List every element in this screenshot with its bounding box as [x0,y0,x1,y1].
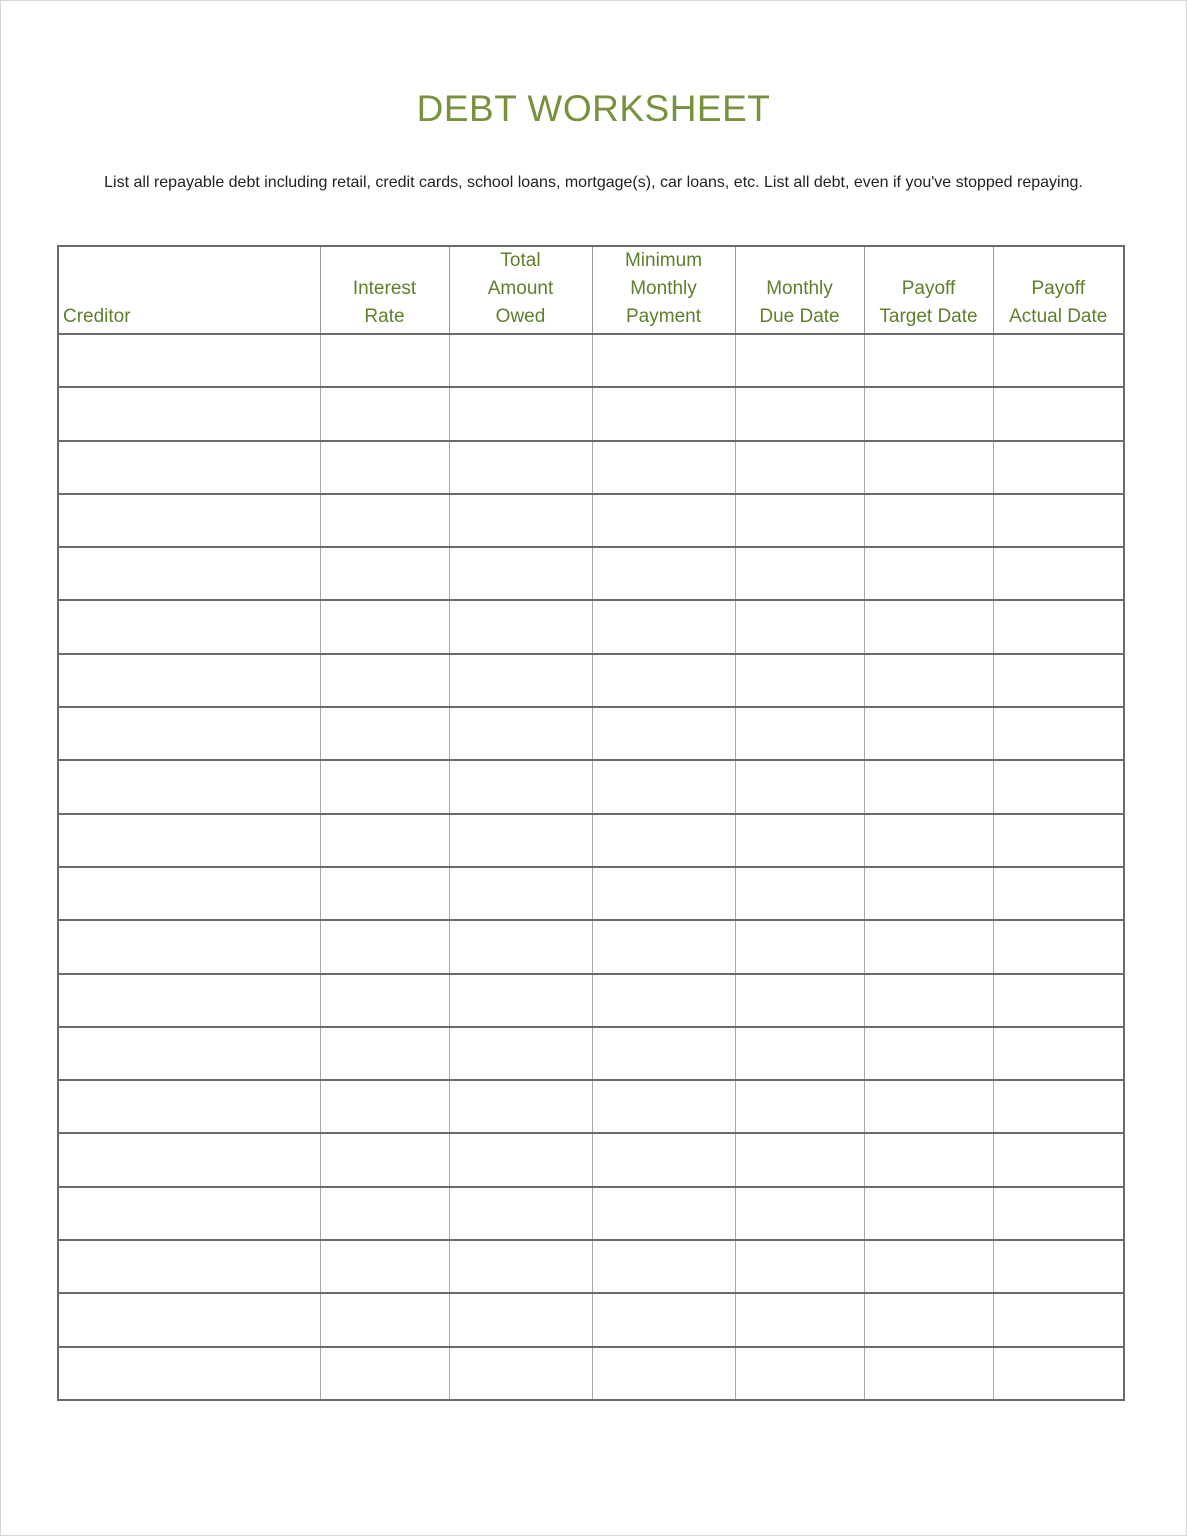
cell-total-amount-owed[interactable] [449,920,592,973]
column-header-interest-rate: Interest Rate [320,246,449,334]
cell-payoff-target-date[interactable] [864,1347,993,1400]
cell-total-amount-owed[interactable] [449,1080,592,1133]
cell-minimum-monthly-payment[interactable] [592,1240,735,1293]
cell-minimum-monthly-payment[interactable] [592,1293,735,1346]
cell-payoff-actual-date[interactable] [993,707,1124,760]
cell-creditor[interactable] [58,920,320,973]
cell-monthly-due-date[interactable] [735,654,864,707]
column-header-payoff-actual-date: Payoff Actual Date [993,246,1124,334]
page-title: DEBT WORKSHEET [416,88,771,129]
cell-monthly-due-date[interactable] [735,441,864,494]
cell-total-amount-owed[interactable] [449,334,592,387]
cell-monthly-due-date[interactable] [735,760,864,813]
cell-creditor[interactable] [58,1133,320,1186]
cell-minimum-monthly-payment[interactable] [592,974,735,1027]
column-header-payoff-target-date: Payoff Target Date [864,246,993,334]
cell-payoff-target-date[interactable] [864,760,993,813]
cell-payoff-actual-date[interactable] [993,920,1124,973]
cell-total-amount-owed[interactable] [449,974,592,1027]
cell-payoff-target-date[interactable] [864,441,993,494]
cell-monthly-due-date[interactable] [735,494,864,547]
table-row [58,387,1124,440]
cell-total-amount-owed[interactable] [449,494,592,547]
cell-payoff-target-date[interactable] [864,547,993,600]
cell-interest-rate[interactable] [320,974,449,1027]
cell-creditor[interactable] [58,334,320,387]
cell-monthly-due-date[interactable] [735,600,864,653]
cell-total-amount-owed[interactable] [449,441,592,494]
cell-total-amount-owed[interactable] [449,600,592,653]
cell-total-amount-owed[interactable] [449,867,592,920]
table-body [58,334,1124,1400]
table-row [58,1080,1124,1133]
cell-payoff-target-date[interactable] [864,654,993,707]
cell-payoff-target-date[interactable] [864,1240,993,1293]
cell-payoff-actual-date[interactable] [993,441,1124,494]
instructions-text: List all repayable debt including retail, credit cards, school loans, mortgage(s), car loans, etc. List all debt, even if you've stopped repaying. [104,174,1083,191]
cell-total-amount-owed[interactable] [449,1027,592,1080]
table-row [58,654,1124,707]
cell-monthly-due-date[interactable] [735,1187,864,1240]
cell-minimum-monthly-payment[interactable] [592,1187,735,1240]
table-row [58,920,1124,973]
cell-payoff-target-date[interactable] [864,334,993,387]
table-row [58,760,1124,813]
cell-creditor[interactable] [58,654,320,707]
cell-creditor[interactable] [58,814,320,867]
table-row [58,600,1124,653]
cell-interest-rate[interactable] [320,600,449,653]
cell-creditor[interactable] [58,547,320,600]
column-header-total-amount-owed: Total Amount Owed [449,246,592,334]
cell-total-amount-owed[interactable] [449,1293,592,1346]
cell-interest-rate[interactable] [320,1080,449,1133]
cell-monthly-due-date[interactable] [735,1240,864,1293]
cell-total-amount-owed[interactable] [449,547,592,600]
table-row [58,814,1124,867]
cell-total-amount-owed[interactable] [449,1133,592,1186]
cell-monthly-due-date[interactable] [735,547,864,600]
cell-total-amount-owed[interactable] [449,387,592,440]
cell-creditor[interactable] [58,760,320,813]
cell-payoff-target-date[interactable] [864,1293,993,1346]
cell-creditor[interactable] [58,974,320,1027]
cell-interest-rate[interactable] [320,920,449,973]
table-row [58,1027,1124,1080]
cell-payoff-actual-date[interactable] [993,1293,1124,1346]
cell-total-amount-owed[interactable] [449,654,592,707]
cell-creditor[interactable] [58,1347,320,1400]
cell-minimum-monthly-payment[interactable] [592,1133,735,1186]
cell-minimum-monthly-payment[interactable] [592,441,735,494]
cell-monthly-due-date[interactable] [735,387,864,440]
table-row [58,707,1124,760]
cell-payoff-actual-date[interactable] [993,654,1124,707]
cell-monthly-due-date[interactable] [735,814,864,867]
cell-monthly-due-date[interactable] [735,920,864,973]
cell-creditor[interactable] [58,707,320,760]
cell-payoff-actual-date[interactable] [993,1133,1124,1186]
cell-total-amount-owed[interactable] [449,1187,592,1240]
cell-interest-rate[interactable] [320,387,449,440]
cell-monthly-due-date[interactable] [735,334,864,387]
cell-monthly-due-date[interactable] [735,707,864,760]
cell-payoff-actual-date[interactable] [993,974,1124,1027]
cell-payoff-target-date[interactable] [864,1027,993,1080]
cell-payoff-actual-date[interactable] [993,1027,1124,1080]
cell-creditor[interactable] [58,1240,320,1293]
cell-total-amount-owed[interactable] [449,1240,592,1293]
cell-monthly-due-date[interactable] [735,1293,864,1346]
cell-payoff-actual-date[interactable] [993,1187,1124,1240]
cell-total-amount-owed[interactable] [449,760,592,813]
cell-payoff-target-date[interactable] [864,920,993,973]
cell-creditor[interactable] [58,441,320,494]
table-row [58,547,1124,600]
cell-payoff-actual-date[interactable] [993,1240,1124,1293]
cell-interest-rate[interactable] [320,1187,449,1240]
column-header-minimum-monthly-payment: Minimum Monthly Payment [592,246,735,334]
cell-payoff-actual-date[interactable] [993,547,1124,600]
cell-monthly-due-date[interactable] [735,1347,864,1400]
cell-interest-rate[interactable] [320,494,449,547]
cell-interest-rate[interactable] [320,814,449,867]
table-row [58,441,1124,494]
cell-payoff-actual-date[interactable] [993,814,1124,867]
cell-creditor[interactable] [58,494,320,547]
column-header-monthly-due-date: Monthly Due Date [735,246,864,334]
cell-minimum-monthly-payment[interactable] [592,707,735,760]
table-header-row [58,246,1124,334]
cell-payoff-target-date[interactable] [864,1080,993,1133]
cell-minimum-monthly-payment[interactable] [592,920,735,973]
cell-payoff-target-date[interactable] [864,1187,993,1240]
cell-interest-rate[interactable] [320,760,449,813]
cell-minimum-monthly-payment[interactable] [592,1080,735,1133]
cell-minimum-monthly-payment[interactable] [592,387,735,440]
cell-creditor[interactable] [58,867,320,920]
cell-payoff-actual-date[interactable] [993,867,1124,920]
cell-interest-rate[interactable] [320,1027,449,1080]
table-row [58,494,1124,547]
cell-interest-rate[interactable] [320,1240,449,1293]
cell-payoff-target-date[interactable] [864,600,993,653]
column-header-creditor: Creditor [58,246,320,334]
cell-interest-rate[interactable] [320,867,449,920]
table-row [58,867,1124,920]
cell-interest-rate[interactable] [320,547,449,600]
cell-payoff-actual-date[interactable] [993,1347,1124,1400]
cell-minimum-monthly-payment[interactable] [592,867,735,920]
cell-total-amount-owed[interactable] [449,707,592,760]
cell-interest-rate[interactable] [320,334,449,387]
cell-minimum-monthly-payment[interactable] [592,1027,735,1080]
cell-monthly-due-date[interactable] [735,1027,864,1080]
cell-interest-rate[interactable] [320,707,449,760]
cell-minimum-monthly-payment[interactable] [592,814,735,867]
cell-payoff-target-date[interactable] [864,387,993,440]
cell-payoff-target-date[interactable] [864,814,993,867]
cell-creditor[interactable] [58,387,320,440]
cell-interest-rate[interactable] [320,654,449,707]
cell-interest-rate[interactable] [320,1293,449,1346]
cell-minimum-monthly-payment[interactable] [592,760,735,813]
table-row [58,1347,1124,1400]
table-row [58,1133,1124,1186]
table-row [58,1293,1124,1346]
cell-creditor[interactable] [58,600,320,653]
cell-payoff-actual-date[interactable] [993,760,1124,813]
cell-minimum-monthly-payment[interactable] [592,547,735,600]
cell-payoff-actual-date[interactable] [993,494,1124,547]
cell-payoff-target-date[interactable] [864,1133,993,1186]
cell-interest-rate[interactable] [320,1347,449,1400]
cell-creditor[interactable] [58,1027,320,1080]
table-row [58,974,1124,1027]
cell-minimum-monthly-payment[interactable] [592,654,735,707]
cell-payoff-actual-date[interactable] [993,1080,1124,1133]
cell-interest-rate[interactable] [320,1133,449,1186]
cell-creditor[interactable] [58,1187,320,1240]
cell-interest-rate[interactable] [320,441,449,494]
cell-payoff-target-date[interactable] [864,707,993,760]
table-row [58,334,1124,387]
cell-total-amount-owed[interactable] [449,814,592,867]
cell-payoff-target-date[interactable] [864,867,993,920]
cell-total-amount-owed[interactable] [449,1347,592,1400]
cell-monthly-due-date[interactable] [735,1080,864,1133]
cell-minimum-monthly-payment[interactable] [592,494,735,547]
cell-payoff-actual-date[interactable] [993,387,1124,440]
cell-monthly-due-date[interactable] [735,867,864,920]
cell-payoff-target-date[interactable] [864,494,993,547]
cell-monthly-due-date[interactable] [735,1133,864,1186]
cell-payoff-actual-date[interactable] [993,600,1124,653]
cell-creditor[interactable] [58,1293,320,1346]
cell-payoff-actual-date[interactable] [993,334,1124,387]
cell-creditor[interactable] [58,1080,320,1133]
cell-minimum-monthly-payment[interactable] [592,600,735,653]
debt-table [57,245,1125,1401]
cell-payoff-target-date[interactable] [864,974,993,1027]
table-row [58,1240,1124,1293]
table-row [58,1187,1124,1240]
cell-minimum-monthly-payment[interactable] [592,1347,735,1400]
cell-minimum-monthly-payment[interactable] [592,334,735,387]
cell-monthly-due-date[interactable] [735,974,864,1027]
